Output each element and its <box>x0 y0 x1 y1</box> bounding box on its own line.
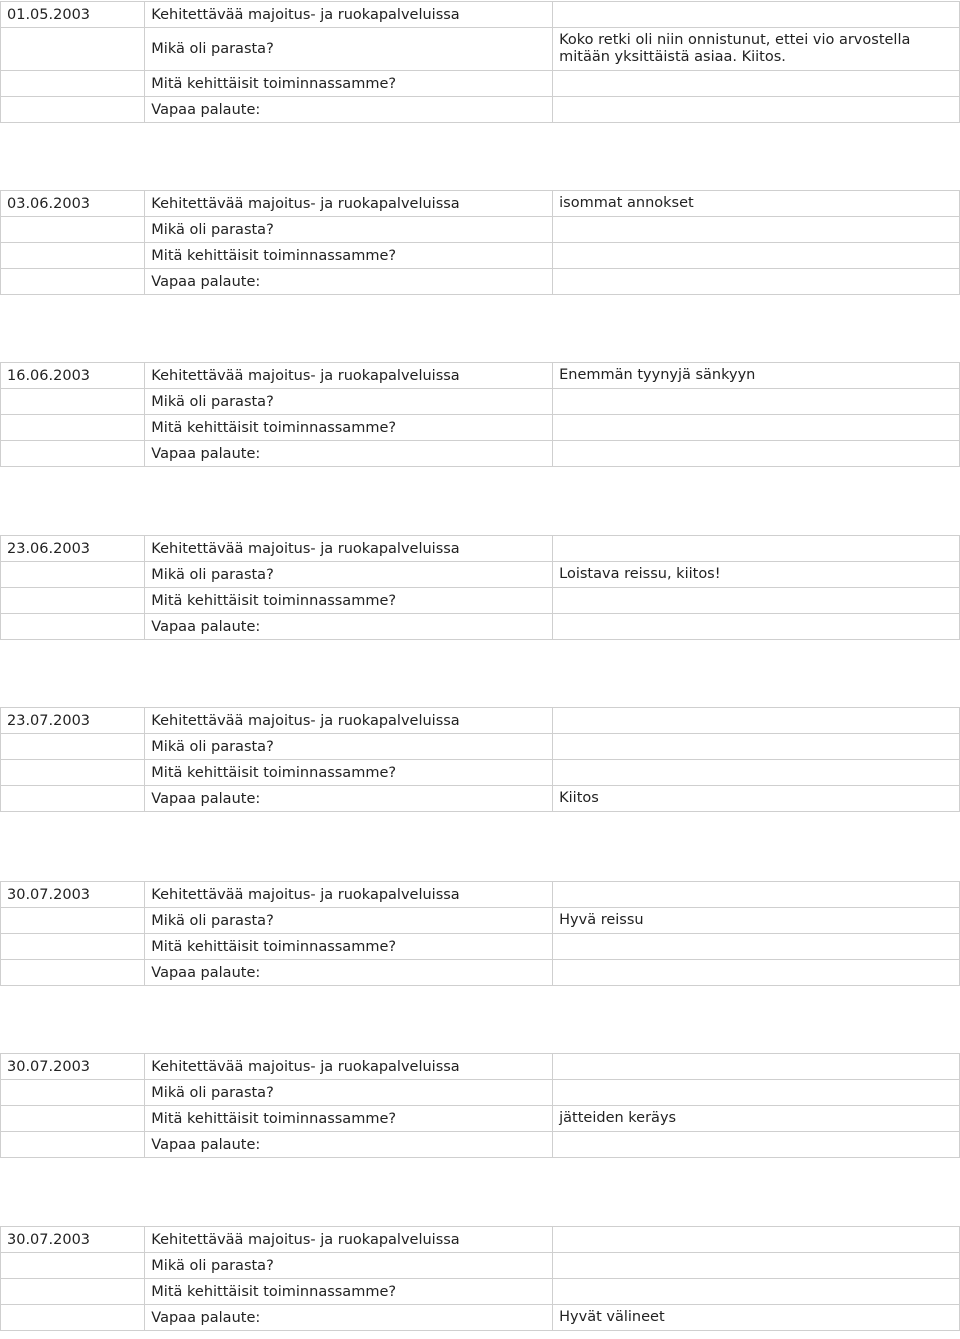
category-answer <box>553 1054 960 1080</box>
feedback-table <box>0 707 960 812</box>
improve-label: Mitä kehittäisit toiminnassamme? <box>145 71 553 97</box>
feedback-table <box>0 1 960 123</box>
category-answer <box>553 1227 960 1253</box>
feedback-table <box>0 535 960 640</box>
free-label: Vapaa palaute: <box>145 1305 553 1331</box>
best-answer: Hyvä reissu <box>553 908 960 934</box>
improve-row <box>1 588 960 614</box>
free-answer <box>553 1132 960 1158</box>
empty-cell <box>1 588 145 614</box>
free-answer <box>553 614 960 640</box>
empty-cell <box>1 441 145 467</box>
feedback-entry <box>0 535 960 640</box>
empty-cell <box>1 1253 145 1279</box>
entry-date: 16.06.2003 <box>1 363 145 389</box>
best-answer: Loistava reissu, kiitos! <box>553 562 960 588</box>
free-row <box>1 97 960 123</box>
free-answer <box>553 269 960 295</box>
best-label: Mikä oli parasta? <box>145 734 553 760</box>
category-label: Kehitettävää majoitus- ja ruokapalveluissa <box>145 882 553 908</box>
free-answer <box>553 97 960 123</box>
empty-cell <box>1 243 145 269</box>
best-row <box>1 389 960 415</box>
category-label: Kehitettävää majoitus- ja ruokapalveluissa <box>145 363 553 389</box>
improve-label: Mitä kehittäisit toiminnassamme? <box>145 415 553 441</box>
best-row <box>1 562 960 588</box>
feedback-table <box>0 1226 960 1331</box>
improve-answer <box>553 243 960 269</box>
category-answer <box>553 2 960 28</box>
feedback-table <box>0 881 960 986</box>
improve-answer <box>553 71 960 97</box>
empty-cell <box>1 269 145 295</box>
empty-cell <box>1 760 145 786</box>
free-answer <box>553 960 960 986</box>
empty-cell <box>1 97 145 123</box>
category-label: Kehitettävää majoitus- ja ruokapalveluissa <box>145 536 553 562</box>
feedback-table <box>0 190 960 295</box>
free-row <box>1 786 960 812</box>
category-answer <box>553 708 960 734</box>
best-row <box>1 908 960 934</box>
category-row <box>1 2 960 28</box>
improve-answer <box>553 1279 960 1305</box>
free-label: Vapaa palaute: <box>145 97 553 123</box>
empty-cell <box>1 1305 145 1331</box>
best-row <box>1 734 960 760</box>
feedback-table <box>0 362 960 467</box>
feedback-entry <box>0 1226 960 1331</box>
empty-cell <box>1 960 145 986</box>
best-answer: Koko retki oli niin onnistunut, ettei vio arvostella mitään yksittäistä asiaa. Kiitos. <box>553 28 960 71</box>
feedback-entry <box>0 362 960 467</box>
empty-cell <box>1 217 145 243</box>
best-label: Mikä oli parasta? <box>145 389 553 415</box>
empty-cell <box>1 1080 145 1106</box>
best-label: Mikä oli parasta? <box>145 1253 553 1279</box>
free-answer <box>553 441 960 467</box>
improve-label: Mitä kehittäisit toiminnassamme? <box>145 1106 553 1132</box>
improve-label: Mitä kehittäisit toiminnassamme? <box>145 243 553 269</box>
entry-date: 30.07.2003 <box>1 1054 145 1080</box>
free-label: Vapaa palaute: <box>145 269 553 295</box>
free-row <box>1 1132 960 1158</box>
improve-answer: jätteiden keräys <box>553 1106 960 1132</box>
category-label: Kehitettävää majoitus- ja ruokapalveluissa <box>145 2 553 28</box>
category-label: Kehitettävää majoitus- ja ruokapalveluissa <box>145 1054 553 1080</box>
improve-label: Mitä kehittäisit toiminnassamme? <box>145 1279 553 1305</box>
entry-date: 23.07.2003 <box>1 708 145 734</box>
empty-cell <box>1 1279 145 1305</box>
improve-row <box>1 415 960 441</box>
entry-date: 01.05.2003 <box>1 2 145 28</box>
free-label: Vapaa palaute: <box>145 441 553 467</box>
best-label: Mikä oli parasta? <box>145 1080 553 1106</box>
entry-date: 30.07.2003 <box>1 882 145 908</box>
empty-cell <box>1 734 145 760</box>
best-answer <box>553 389 960 415</box>
improve-answer <box>553 588 960 614</box>
empty-cell <box>1 614 145 640</box>
improve-label: Mitä kehittäisit toiminnassamme? <box>145 588 553 614</box>
improve-row <box>1 934 960 960</box>
best-label: Mikä oli parasta? <box>145 28 553 71</box>
category-row <box>1 708 960 734</box>
category-answer: Enemmän tyynyjä sänkyyn <box>553 363 960 389</box>
best-answer <box>553 1080 960 1106</box>
free-answer: Kiitos <box>553 786 960 812</box>
best-answer <box>553 217 960 243</box>
category-answer <box>553 536 960 562</box>
empty-cell <box>1 562 145 588</box>
category-label: Kehitettävää majoitus- ja ruokapalveluissa <box>145 1227 553 1253</box>
category-row <box>1 882 960 908</box>
entry-date: 23.06.2003 <box>1 536 145 562</box>
best-label: Mikä oli parasta? <box>145 562 553 588</box>
feedback-entry <box>0 1 960 123</box>
improve-row <box>1 1279 960 1305</box>
free-row <box>1 960 960 986</box>
free-row <box>1 614 960 640</box>
improve-row <box>1 760 960 786</box>
free-row <box>1 441 960 467</box>
free-label: Vapaa palaute: <box>145 1132 553 1158</box>
free-label: Vapaa palaute: <box>145 614 553 640</box>
entry-date: 03.06.2003 <box>1 191 145 217</box>
empty-cell <box>1 934 145 960</box>
category-label: Kehitettävää majoitus- ja ruokapalveluissa <box>145 708 553 734</box>
best-answer <box>553 1253 960 1279</box>
category-label: Kehitettävää majoitus- ja ruokapalveluissa <box>145 191 553 217</box>
entry-date: 30.07.2003 <box>1 1227 145 1253</box>
free-label: Vapaa palaute: <box>145 786 553 812</box>
improve-row <box>1 71 960 97</box>
feedback-entry <box>0 1053 960 1158</box>
empty-cell <box>1 389 145 415</box>
best-row <box>1 28 960 71</box>
improve-label: Mitä kehittäisit toiminnassamme? <box>145 760 553 786</box>
best-row <box>1 1080 960 1106</box>
empty-cell <box>1 415 145 441</box>
empty-cell <box>1 786 145 812</box>
improve-answer <box>553 934 960 960</box>
feedback-table <box>0 1053 960 1158</box>
improve-answer <box>553 760 960 786</box>
best-row <box>1 1253 960 1279</box>
empty-cell <box>1 1106 145 1132</box>
free-row <box>1 1305 960 1331</box>
empty-cell <box>1 71 145 97</box>
category-row <box>1 191 960 217</box>
category-row <box>1 363 960 389</box>
empty-cell <box>1 1132 145 1158</box>
category-answer: isommat annokset <box>553 191 960 217</box>
improve-row <box>1 1106 960 1132</box>
free-row <box>1 269 960 295</box>
best-label: Mikä oli parasta? <box>145 217 553 243</box>
feedback-entry <box>0 707 960 812</box>
feedback-entry <box>0 190 960 295</box>
improve-answer <box>553 415 960 441</box>
feedback-entry <box>0 881 960 986</box>
best-label: Mikä oli parasta? <box>145 908 553 934</box>
empty-cell <box>1 28 145 71</box>
best-answer <box>553 734 960 760</box>
empty-cell <box>1 908 145 934</box>
free-answer: Hyvät välineet <box>553 1305 960 1331</box>
improve-row <box>1 243 960 269</box>
free-label: Vapaa palaute: <box>145 960 553 986</box>
category-answer <box>553 882 960 908</box>
category-row <box>1 1227 960 1253</box>
best-row <box>1 217 960 243</box>
improve-label: Mitä kehittäisit toiminnassamme? <box>145 934 553 960</box>
category-row <box>1 536 960 562</box>
category-row <box>1 1054 960 1080</box>
